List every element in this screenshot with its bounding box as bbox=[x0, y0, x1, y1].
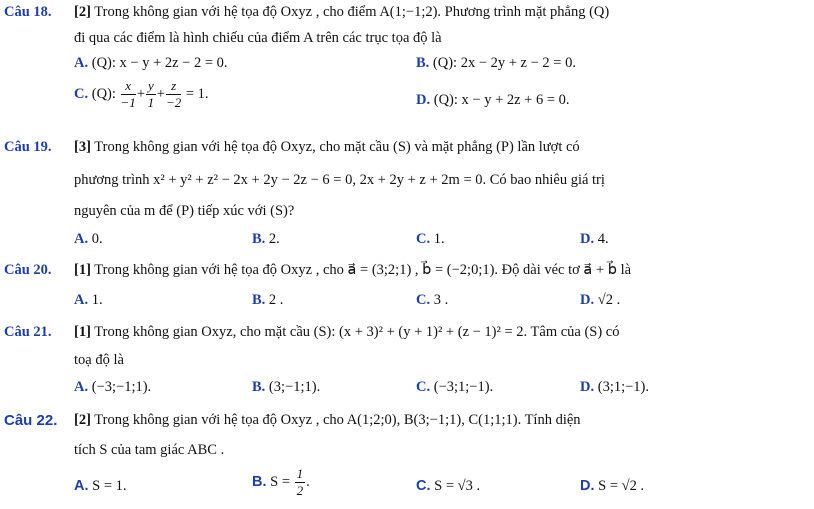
question-text-line: tích S của tam giác ABC . bbox=[74, 442, 225, 458]
option-b: B. (Q): 2x − 2y + z − 2 = 0. bbox=[416, 55, 576, 71]
question-number: Câu 20. bbox=[4, 262, 52, 278]
option-c: C. 1. bbox=[416, 231, 445, 247]
question-number: Câu 21. bbox=[4, 324, 52, 340]
option-b: B. (3;−1;1). bbox=[252, 379, 321, 395]
question-text-line: phương trình x² + y² + z² − 2x + 2y − 2z − 6 = 0, 2x + 2y + z + 2m = 0. Có bao nhiêu giá trị bbox=[74, 172, 605, 188]
option-b: B. S = $\frac{1}{2}$ . bbox=[252, 466, 310, 498]
option-b: B. 2. bbox=[252, 231, 280, 247]
option-d: D. √2 . bbox=[580, 292, 621, 308]
option-d: D. S = √2 . bbox=[580, 478, 645, 494]
fraction: $\frac{y}{1}$ bbox=[147, 78, 155, 110]
question-text-line: toạ độ là bbox=[74, 352, 124, 368]
option-c: C. S = √3 . bbox=[416, 478, 481, 494]
question-text-line: đi qua các điểm là hình chiếu của điểm A trên các trục tọa độ là bbox=[74, 30, 442, 46]
question-text-line: [1] Trong không gian Oxyz, cho mặt cầu (S): (x + 3)² + (y + 1)² + (z − 1)² = 2. Tâm của (S) có bbox=[74, 324, 620, 340]
fraction: $\frac{x}{-1}$ bbox=[120, 78, 136, 110]
question-number: Câu 18. bbox=[4, 4, 52, 20]
option-d: D. (3;1;−1). bbox=[580, 379, 650, 395]
fraction: $\frac{z}{-2}$ bbox=[165, 78, 182, 110]
question-text-line: [2] Trong không gian với hệ tọa độ Oxyz , cho điểm A(1;−1;2). Phương trình mặt phẳng (Q) bbox=[74, 4, 610, 20]
question-text-line: [3] Trong không gian với hệ tọa độ Oxyz, cho mặt cầu (S) và mặt phẳng (P) lần lượt có bbox=[74, 139, 580, 155]
question-number: Câu 22. bbox=[4, 412, 58, 429]
question-text-line: nguyên của m để (P) tiếp xúc với (S)? bbox=[74, 203, 295, 219]
question-number: Câu 19. bbox=[4, 139, 52, 155]
option-a: A. 1. bbox=[74, 292, 103, 308]
option-a: A. S = 1. bbox=[74, 478, 127, 494]
option-d: D. (Q): x − y + 2z + 6 = 0. bbox=[416, 92, 570, 108]
option-a: A. (−3;−1;1). bbox=[74, 379, 152, 395]
option-a: A. 0. bbox=[74, 231, 103, 247]
option-c: C. (−3;1;−1). bbox=[416, 379, 494, 395]
option-d: D. 4. bbox=[580, 231, 609, 247]
fraction: $\frac{1}{2}$ bbox=[296, 466, 304, 498]
option-c: C. (Q): $\frac{x}{-1}$ + $\frac{y}{1}$ + $\frac{z}{-2}$ = 1. bbox=[74, 78, 209, 110]
option-a: A. (Q): x − y + 2z − 2 = 0. bbox=[74, 55, 228, 71]
option-c: C. 3 . bbox=[416, 292, 449, 308]
question-text-line: [1] Trong không gian với hệ tọa độ Oxyz , cho a⃗ = (3;2;1) , b⃗ = (−2;0;1). Độ dài véc tơ a⃗ + b⃗ là bbox=[74, 262, 632, 278]
option-b: B. 2 . bbox=[252, 292, 284, 308]
question-text-line: [2] Trong không gian với hệ tọa độ Oxyz , cho A(1;2;0), B(3;−1;1), C(1;1;1). Tính diện bbox=[74, 412, 581, 428]
